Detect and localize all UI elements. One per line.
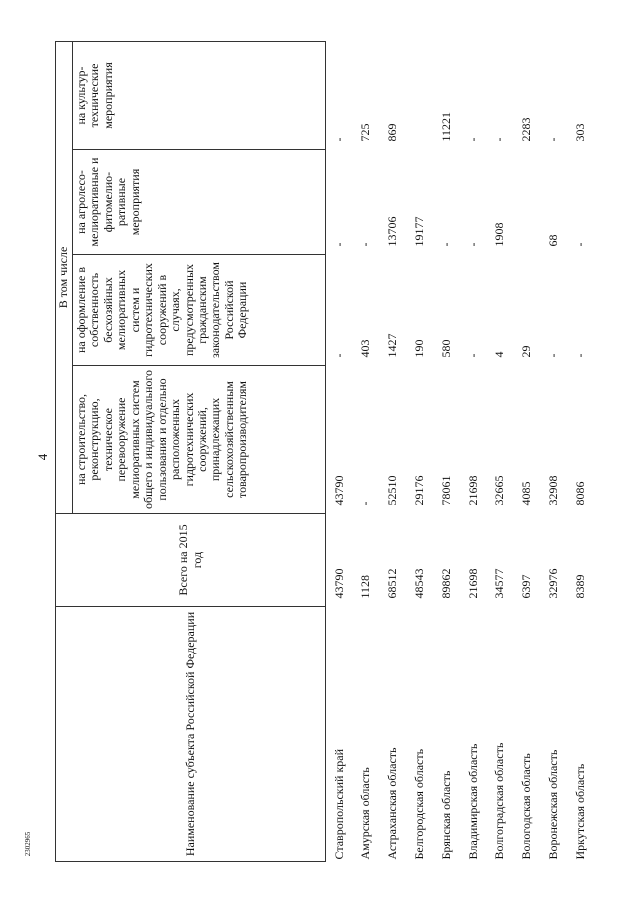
table-row [406,42,433,862]
table-row [326,42,353,862]
rotated-table-container [55,42,589,862]
agroforestry-cell: 68 [546,234,561,247]
region-cell: Волгоградская область [492,742,507,860]
construction-cell: 4085 [519,481,534,506]
table-row [487,42,514,862]
agroforestry-cell [514,150,541,255]
ownership-cell: 190 [412,339,427,358]
ownership-cell: 580 [438,339,453,358]
agroforestry-cell: 13706 [385,216,400,247]
culture-technical-cell: 11221 [438,111,453,142]
total-cell: 43790 [326,514,353,607]
ownership-cell: - [326,255,353,366]
culture-technical-cell: - [492,137,507,142]
header-ownership-registration: на оформление в собственность бесхозяйных мелиоративных систем и гидротехнических сооружений в случаях, предусмотренных гражданским законодательством Российской Федерации [73,255,326,366]
construction-cell: 32665 [492,475,507,506]
region-cell: Амурская область [358,767,373,860]
header-agroforestry: на агролесо-мелиоративные и фитомелио-ративные мероприятия [73,150,326,255]
agroforestry-cell: - [358,242,373,247]
construction-cell: 52510 [385,475,400,506]
ownership-cell: - [465,353,480,358]
total-cell: 48543 [412,568,427,599]
agroforestry-cell: - [326,150,353,255]
culture-technical-cell: - [546,137,561,142]
region-cell: Иркутская область [572,763,587,860]
construction-cell: 29176 [412,475,427,506]
table-row [514,42,541,862]
construction-cell: 32908 [546,475,561,506]
culture-technical-cell: - [326,42,353,150]
table-header [56,42,326,862]
header-region-name: Наименование субъекта Российской Федерации [56,607,326,862]
region-cell: Воронежская область [546,749,561,860]
header-total-2015: Всего на 2015 год [56,514,326,607]
total-cell: 1128 [358,574,373,599]
culture-technical-cell: 725 [358,123,373,142]
agroforestry-cell: 19177 [412,216,427,247]
construction-cell: 78061 [438,475,453,506]
total-cell: 32976 [546,568,561,599]
total-cell: 68512 [385,568,400,599]
construction-cell: - [358,501,373,506]
region-cell: Брянская область [438,770,453,860]
ownership-cell: 1427 [385,333,400,358]
agroforestry-cell: 1908 [492,222,507,247]
table-row [353,42,380,862]
page-number: 4 [35,453,50,461]
culture-technical-cell: 2283 [519,117,534,142]
total-cell: 21698 [465,568,480,599]
header-culture-technical: на культур-технические мероприятия [73,42,326,150]
region-cell: Вологодская область [519,753,534,860]
ownership-cell: 403 [358,339,373,358]
culture-technical-cell: - [465,137,480,142]
ownership-cell: - [546,353,561,358]
culture-technical-cell: 303 [572,123,587,142]
table-body [326,42,594,862]
agroforestry-cell: - [465,242,480,247]
table-row [460,42,487,862]
table-row [380,42,407,862]
region-cell: Астраханская область [385,747,400,860]
region-cell: Ставропольский край [326,607,353,862]
total-cell: 8389 [572,574,587,599]
rotated-table-frame [55,42,589,862]
total-cell: 34577 [492,568,507,599]
table-row [567,42,594,862]
header-group-including: В том числе [56,42,73,514]
culture-technical-cell [406,42,433,150]
header-construction: на строительство, реконструкцию, техническое перевооружение мелиоративных систем общего и индивидуального пользования и отдельно расположенных гидротехнических сооружений, принадлежащих сельскохозяйственным товаропроизводителям [73,366,326,514]
region-cell: Владимирская область [465,743,480,860]
total-cell: 6397 [519,574,534,599]
culture-technical-cell: 869 [385,123,400,142]
construction-cell: 43790 [326,366,353,514]
ownership-cell: 4 [492,351,507,358]
document-code: 2302965 [24,831,32,857]
table-row [433,42,460,862]
table-row [540,42,567,862]
funding-table [55,41,594,862]
region-cell: Белгородская область [412,748,427,860]
total-cell: 89862 [438,568,453,599]
construction-cell: 8086 [572,481,587,506]
agroforestry-cell: - [572,242,587,247]
construction-cell: 21698 [465,475,480,506]
ownership-cell: 29 [519,345,534,358]
ownership-cell: - [572,353,587,358]
agroforestry-cell: - [438,242,453,247]
